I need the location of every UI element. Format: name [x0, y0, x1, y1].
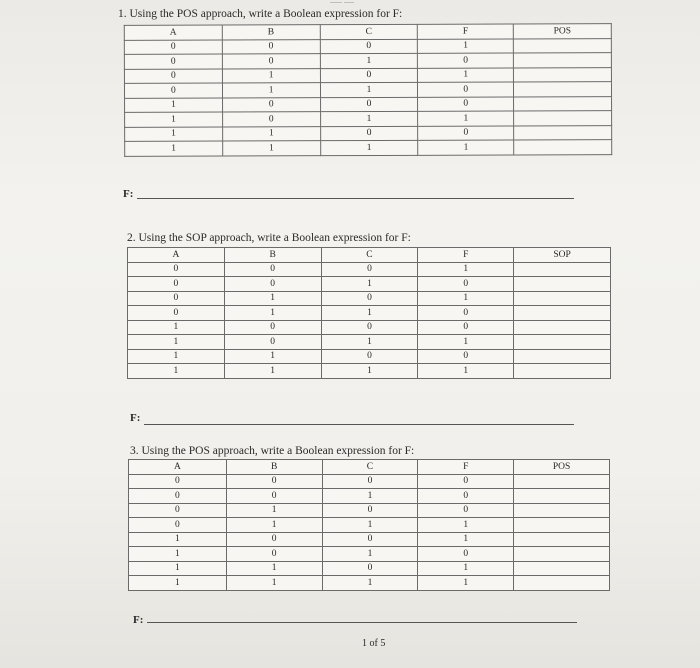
- table-row: [128, 277, 611, 292]
- question-1-title: 1. Using the POS approach, write a Boolean expression for F:: [118, 8, 403, 20]
- table-row: [129, 576, 610, 591]
- cell-c: 1: [320, 140, 418, 155]
- cell-b: 1: [224, 349, 321, 364]
- term-cell[interactable]: [514, 67, 612, 82]
- answer-blank-1[interactable]: [137, 198, 574, 199]
- cell-f: 1: [418, 38, 514, 53]
- cell-a: 1: [125, 112, 223, 127]
- answer-label: F:: [130, 412, 141, 424]
- cell-b: 0: [222, 54, 320, 69]
- cell-c: 1: [320, 111, 418, 126]
- cell-a: 0: [124, 40, 222, 55]
- column-header-a: A: [129, 460, 227, 475]
- cell-a: 1: [125, 141, 223, 156]
- cell-c: 1: [321, 306, 418, 321]
- cell-f: 0: [418, 306, 514, 321]
- cell-a: 0: [129, 518, 227, 533]
- term-cell[interactable]: [514, 532, 610, 547]
- term-cell[interactable]: [513, 53, 611, 68]
- cell-c: 1: [322, 489, 418, 504]
- table-row: [129, 518, 610, 533]
- cell-b: 0: [224, 262, 321, 277]
- cell-a: 1: [129, 576, 227, 591]
- cell-b: 1: [222, 141, 320, 156]
- question-3-table-wrap: [128, 459, 610, 591]
- cell-f: 1: [418, 576, 514, 591]
- table-row: [129, 474, 610, 489]
- term-cell[interactable]: [514, 82, 612, 97]
- cell-b: 0: [224, 335, 321, 350]
- term-cell[interactable]: [514, 111, 612, 126]
- table-row: [129, 547, 610, 562]
- cell-a: 0: [128, 262, 225, 277]
- cell-b: 0: [226, 547, 322, 562]
- answer-blank-2[interactable]: [144, 424, 574, 425]
- cell-c: 1: [322, 547, 418, 562]
- truth-table-body: [129, 474, 610, 590]
- table-row: [125, 140, 612, 156]
- cell-b: 1: [224, 291, 321, 306]
- cell-b: 1: [224, 364, 321, 379]
- cell-c: 0: [321, 349, 418, 364]
- expression-type-header: POS: [514, 460, 610, 475]
- cell-a: 1: [128, 320, 225, 335]
- answer-line-1: [123, 188, 133, 200]
- table-row: [129, 561, 610, 576]
- cell-c: 0: [320, 39, 418, 54]
- expression-type-header: POS: [513, 24, 611, 39]
- cell-b: 1: [222, 68, 320, 83]
- cell-a: 0: [129, 474, 227, 489]
- cell-c: 1: [320, 53, 418, 68]
- truth-table-1: [124, 23, 612, 156]
- cell-f: 1: [418, 335, 514, 350]
- cell-c: 0: [320, 97, 418, 112]
- cell-f: 1: [418, 262, 514, 277]
- cell-b: 1: [222, 126, 320, 141]
- cell-a: 0: [128, 277, 225, 292]
- column-header-c: C: [321, 248, 418, 263]
- question-2-table-wrap: [127, 247, 611, 379]
- column-header-b: B: [222, 25, 320, 40]
- truth-table-body: [128, 262, 611, 378]
- cell-b: 1: [226, 518, 322, 533]
- cell-c: 1: [322, 576, 418, 591]
- cell-f: 0: [418, 277, 514, 292]
- cell-f: 1: [418, 111, 514, 126]
- term-cell[interactable]: [514, 503, 610, 518]
- page-number: 1 of 5: [362, 638, 386, 649]
- cell-a: 0: [124, 83, 222, 98]
- cell-f: 1: [418, 291, 514, 306]
- table-row: [129, 503, 610, 518]
- column-header-a: A: [128, 248, 225, 263]
- question-3: [130, 445, 414, 457]
- column-header-b: B: [226, 460, 322, 475]
- term-cell[interactable]: [514, 349, 611, 364]
- term-cell[interactable]: [514, 474, 610, 489]
- cell-b: 0: [222, 39, 320, 54]
- cell-b: 0: [224, 277, 321, 292]
- cell-c: 0: [322, 503, 418, 518]
- cell-f: 1: [418, 140, 514, 155]
- cell-c: 1: [320, 82, 418, 97]
- cell-c: 0: [321, 320, 418, 335]
- cell-a: 1: [128, 335, 225, 350]
- table-row: [128, 320, 611, 335]
- question-1: [118, 8, 402, 20]
- cell-a: 0: [129, 503, 227, 518]
- term-cell[interactable]: [514, 518, 610, 533]
- question-3-title: 3. Using the POS approach, write a Boolean expression for F:: [130, 445, 415, 457]
- cell-a: 1: [129, 547, 227, 562]
- cell-a: 1: [129, 561, 227, 576]
- answer-line-3: [133, 614, 143, 626]
- column-header-c: C: [322, 460, 418, 475]
- cell-c: 0: [322, 532, 418, 547]
- term-cell[interactable]: [514, 140, 612, 155]
- table-row: [129, 489, 610, 504]
- truth-table-body: [124, 38, 611, 156]
- cell-f: 0: [418, 503, 514, 518]
- column-header-f: F: [418, 24, 514, 39]
- cell-f: 1: [418, 364, 514, 379]
- term-cell[interactable]: [514, 547, 610, 562]
- term-cell[interactable]: [514, 489, 610, 504]
- cell-c: 0: [321, 291, 418, 306]
- cell-c: 0: [321, 262, 418, 277]
- term-cell[interactable]: [514, 96, 612, 111]
- cell-f: 0: [418, 349, 514, 364]
- cell-a: 0: [124, 69, 222, 84]
- cell-f: 1: [418, 518, 514, 533]
- cell-a: 0: [124, 54, 222, 69]
- cell-f: 0: [418, 96, 514, 111]
- term-cell[interactable]: [514, 364, 611, 379]
- table-row: [128, 306, 611, 321]
- truth-table-header-row: [129, 460, 610, 475]
- table-row: [129, 532, 610, 547]
- truth-table-2: [127, 247, 611, 379]
- top-mark: ...... .....: [330, 0, 354, 5]
- table-row: [128, 291, 611, 306]
- term-cell[interactable]: [514, 561, 610, 576]
- cell-b: 0: [224, 320, 321, 335]
- cell-a: 1: [125, 127, 223, 142]
- cell-f: 0: [418, 125, 514, 140]
- term-cell[interactable]: [514, 576, 610, 591]
- cell-c: 1: [322, 518, 418, 533]
- term-cell[interactable]: [514, 277, 611, 292]
- table-row: [128, 364, 611, 379]
- cell-a: 0: [128, 306, 225, 321]
- term-cell[interactable]: [514, 291, 611, 306]
- table-row: [128, 335, 611, 350]
- column-header-b: B: [224, 248, 321, 263]
- answer-blank-3[interactable]: [147, 622, 577, 623]
- cell-a: 1: [129, 532, 227, 547]
- question-2: [127, 232, 411, 244]
- cell-a: 1: [128, 364, 225, 379]
- cell-f: 0: [418, 53, 514, 68]
- cell-a: 1: [125, 98, 223, 113]
- cell-b: 1: [226, 503, 322, 518]
- cell-b: 0: [222, 97, 320, 112]
- column-header-f: F: [418, 248, 514, 263]
- cell-b: 0: [226, 489, 322, 504]
- cell-f: 0: [418, 489, 514, 504]
- cell-b: 0: [226, 532, 322, 547]
- cell-b: 1: [226, 561, 322, 576]
- truth-table-header-row: [128, 248, 611, 263]
- cell-c: 0: [320, 68, 418, 83]
- cell-f: 1: [418, 67, 514, 82]
- table-row: [128, 262, 611, 277]
- term-cell[interactable]: [514, 262, 611, 277]
- cell-b: 0: [222, 112, 320, 127]
- cell-c: 0: [320, 126, 418, 141]
- cell-c: 1: [321, 364, 418, 379]
- term-cell[interactable]: [514, 335, 611, 350]
- column-header-a: A: [124, 25, 222, 40]
- cell-f: 0: [418, 474, 514, 489]
- question-2-title: 2. Using the SOP approach, write a Boolean expression for F:: [127, 232, 411, 244]
- cell-f: 0: [418, 547, 514, 562]
- table-row: [128, 349, 611, 364]
- cell-b: 1: [226, 576, 322, 591]
- cell-f: 0: [418, 320, 514, 335]
- cell-c: 0: [322, 474, 418, 489]
- cell-b: 0: [226, 474, 322, 489]
- cell-b: 1: [222, 83, 320, 98]
- cell-f: 0: [418, 82, 514, 97]
- answer-label: F:: [133, 614, 144, 626]
- cell-f: 1: [418, 561, 514, 576]
- term-cell[interactable]: [513, 38, 611, 53]
- term-cell[interactable]: [514, 320, 611, 335]
- column-header-c: C: [320, 24, 418, 39]
- term-cell[interactable]: [514, 306, 611, 321]
- cell-a: 0: [129, 489, 227, 504]
- term-cell[interactable]: [514, 125, 612, 140]
- answer-line-2: [130, 412, 140, 424]
- cell-a: 1: [128, 349, 225, 364]
- cell-a: 0: [128, 291, 225, 306]
- column-header-f: F: [418, 460, 514, 475]
- cell-c: 1: [321, 335, 418, 350]
- cell-c: 0: [322, 561, 418, 576]
- cell-f: 1: [418, 532, 514, 547]
- answer-label: F:: [123, 188, 134, 200]
- question-1-table-wrap: [124, 23, 612, 156]
- expression-type-header: SOP: [514, 248, 611, 263]
- cell-b: 1: [224, 306, 321, 321]
- truth-table-3: [128, 459, 610, 591]
- cell-c: 1: [321, 277, 418, 292]
